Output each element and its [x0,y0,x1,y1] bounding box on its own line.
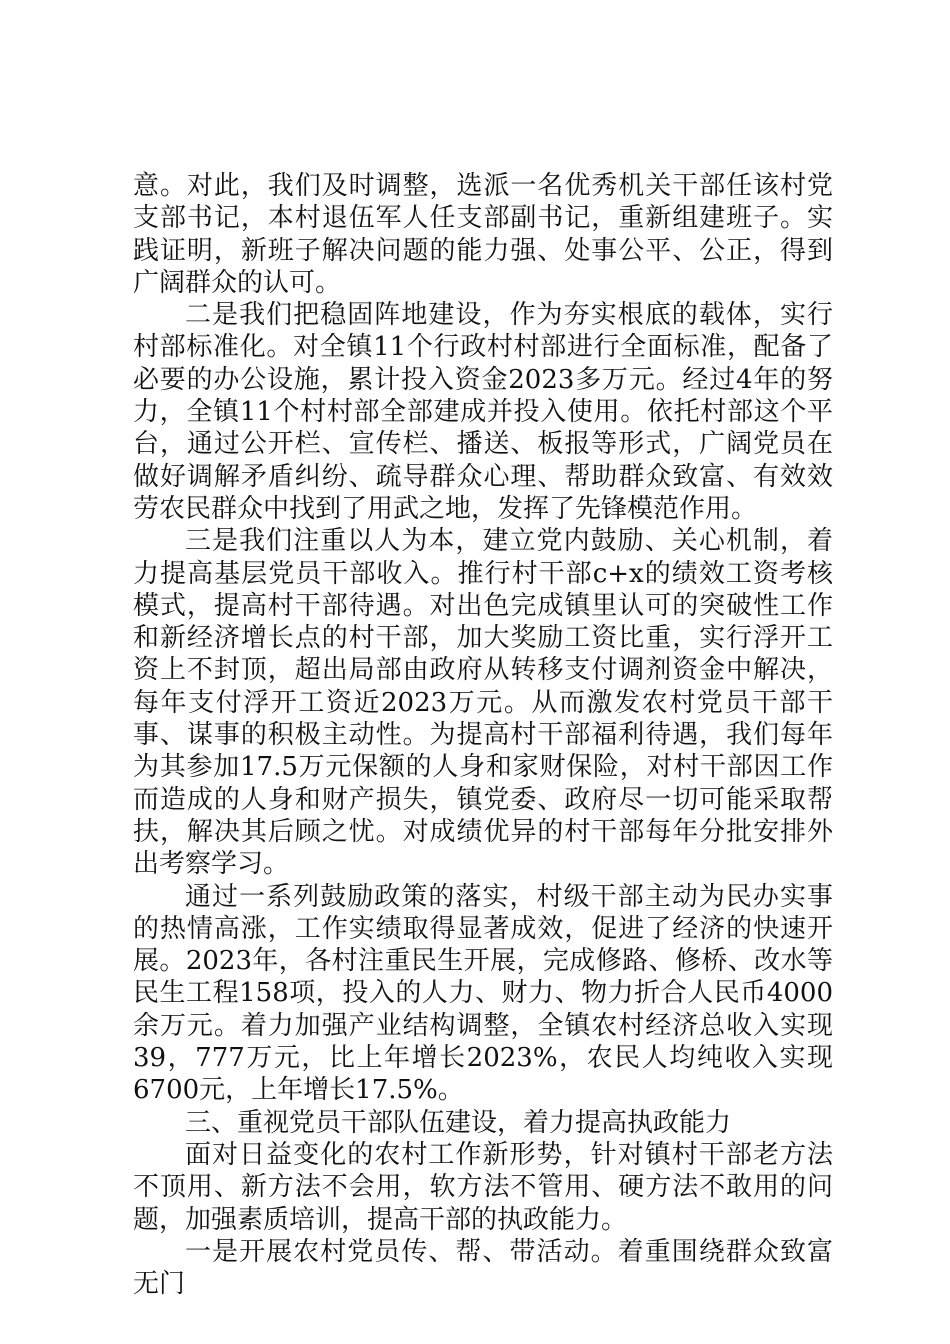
paragraph-training: 面对日益变化的农村工作新形势，针对镇村干部老方法不顶用、新方法不会用，软方法不管用、硬方法不敢用的问题，加强素质培训，提高干部的执政能力。 [133,1139,833,1235]
paragraph-village-office: 二是我们把稳固阵地建设，作为夯实根底的载体，实行村部标准化。对全镇11个行政村村部进行全面标准，配备了必要的办公设施，累计投入资金2023多万元。经过4年的努力，全镇11个村村部全部建成并投入使用。依托村部这个平台，通过公开栏、宣传栏、播送、板报等形式，广阔党员在做好调解矛盾纠纷、疏导群众心理、帮助群众致富、有效效劳农民群众中找到了用武之地，发挥了先锋模范作用。 [133,300,833,524]
paragraph-results: 通过一系列鼓励政策的落实，村级干部主动为民办实事的热情高涨，工作实绩取得显著成效，促进了经济的快速开展。2023年，各村注重民生开展，完成修路、修桥、改水等民生工程158项，投入的人力、财力、物力折合人民币4000余万元。着力加强产业结构调整，全镇农村经济总收入实现39，777万元，比上年增长2023%，农民人均纯收入实现6700元，上年增长17.5%。 [133,881,833,1106]
document-body [133,170,833,1300]
paragraph-incentive-mechanism: 三是我们注重以人为本，建立党内鼓励、关心机制，着力提高基层党员干部收入。推行村干部c+x的绩效工资考核模式，提高村干部待遇。对出色完成镇里认可的突破性工作和新经济增长点的村干部，加大奖励工资比重，实行浮开工资上不封顶，超出局部由政府从转移支付调剂资金中解决，每年支付浮开工资近2023万元。从而激发农村党员干部干事、谋事的积极主动性。为提高村干部福利待遇，我们每年为其参加17.5万元保额的人身和家财保险，对村干部因工作而造成的人身和财产损失，镇党委、政府尽一切可能采取帮扶，解决其后顾之忧。对成绩优异的村干部每年分批安排外出考察学习。 [133,526,833,880]
paragraph-mentoring: 一是开展农村党员传、帮、带活动。着重围绕群众致富无门 [133,1236,833,1300]
paragraph-continuation: 意。对此，我们及时调整，选派一名优秀机关干部任该村党支部书记，本村退伍军人任支部副书记，重新组建班子。实践证明，新班子解决问题的能力强、处事公平、公正，得到广阔群众的认可。 [133,171,833,298]
section-heading: 三、重视党员干部队伍建设，着力提高执政能力 [185,1107,732,1138]
